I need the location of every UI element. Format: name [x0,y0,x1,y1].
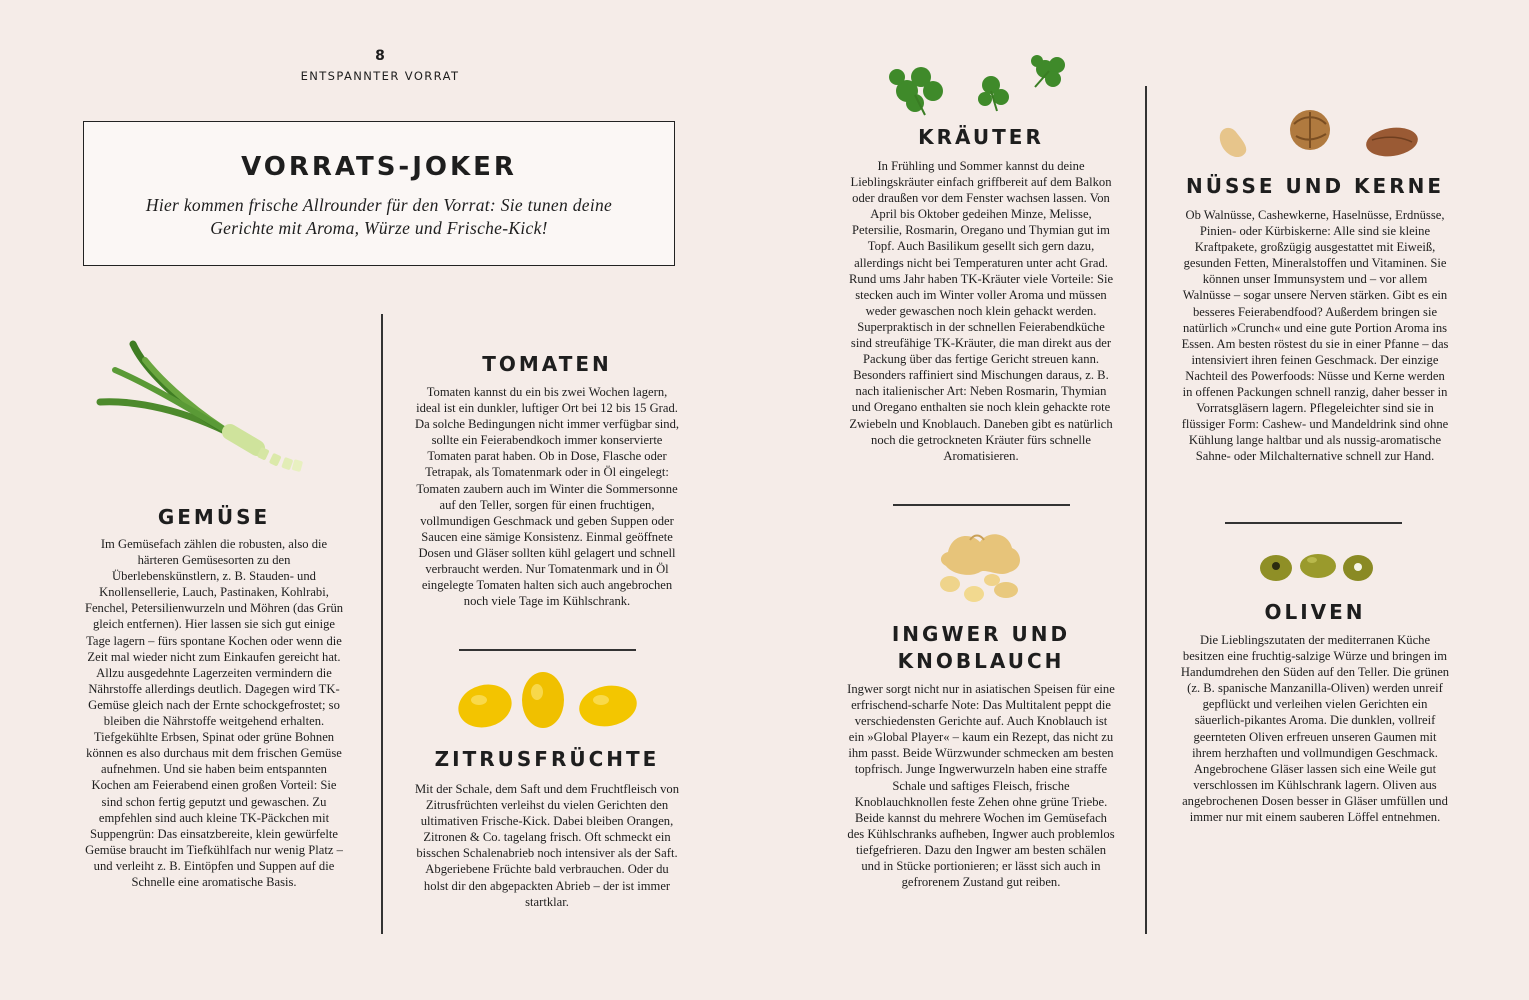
gemuese-title: GEMÜSE [157,505,271,529]
kraeuter-text: In Frühling und Sommer kannst du deine Lieblingskräuter einfach griffbereit auf dem Balkon oder draußen vor dem Fenster wachsen lassen. Von April bis Oktober gedeihen Minze, Melisse, Petersilie, Rosmarin, Oregano und Thymian gut im Topf. Auch Basilikum gesellt sich gern dazu, allerdings nicht bei Temperaturen unter acht Grad. Rund ums Jahr haben TK-Kräuter viele Vorteile: Sie stecken auch im Winter voller Aroma und müssen weder gewaschen noch klein gehackt werden. Superpraktisch in der schnellen Feierabendküche sind streufähige TK-Kräuter, die man direkt aus der Packung über das fertige Gericht streuen kann. Besonders raffiniert sind Mischungen daraus, z. B. nach italienischer Art: Neben Rosmarin, Thymian und Oregano enthalten sie noch klein gehackte rote Zwiebeln und Knoblauch. Daneben gibt es natürlich noch die getrockneten Kräuter fürs schnelle Aromatisieren. [848,159,1114,463]
intro-box [83,121,675,266]
section-gemuese [83,504,345,890]
section-kraeuter [847,124,1115,464]
zitrus-text: Mit der Schale, dem Saft und dem Fruchtfleisch von Zitrusfrüchten verleihst du vielen Gerichten den ultimativen Frische-Kick. Dabei bleiben Orangen, Zitronen & Co. tagelang frisch. Oft schmeckt ein bisschen Schalenabrieb noch intensiver als der Saft. Abgeriebene Früchte bald verbrauchen. Oder du holst dir den abgepackten Abrieb – der ist immer startklar. [414,782,680,909]
zitrus-title: ZITRUSFRÜCHTE [434,747,660,771]
column-divider-1 [381,314,383,934]
kraeuter-title: KRÄUTER [918,125,1044,149]
nuesse-text: Ob Walnüsse, Cashewkerne, Haselnüsse, Erdnüsse, Pinien- oder Kürbiskerne: Alle sind sie kleine Kraftpakete, großzügig ausgestattet mit Eiweiß, gesunden Fetten, Mineralstoffen und Vitaminen. Sie können unser Immunsystem und – vor allem Walnüsse – sogar unsere Nerven stärken. Gibt es ein besseres Feierabendfood? Außerdem bringen sie natürlich »Crunch« und eine gute Portion Aroma ins Essen. Am besten röstest du sie in einer Pfanne – das intensiviert ihren feinen Geschmack. Der einzige Nachteil des Powerfoods: Nüsse und Kerne werden in offenen Packungen schnell ranzig, daher besser in Vorratsgläsern lagern. Pflegeleichter sind sie in flüssiger Form: Cashew- und Mandeldrink sind ohne Kühlung lange haltbar und als nussig-aromatische Sahne- oder Milchalternative schnell zur Hand. [1181,208,1449,464]
ginger-garlic-illustration [930,528,1030,608]
intro-text: Hier kommen frische Allrounder für den Vorrat: Sie tunen deine Gerichte mit Aroma, Würze und Frische-Kick! [145,195,613,238]
section-tomaten [414,351,680,609]
ingwer-title-line1: INGWER UND [891,622,1071,646]
ingwer-title-line2: KNOBLAUCH [897,649,1065,673]
section-divider-tomaten [459,649,636,651]
nuesse-title: NÜSSE UND KERNE [1185,174,1445,198]
lemons-illustration [455,670,645,735]
section-nuesse [1180,173,1450,465]
section-zitrus [414,746,680,910]
intro-title: VORRATS-JOKER [241,152,517,182]
section-oliven [1180,599,1450,825]
section-divider-nuesse [1225,522,1402,524]
leek-illustration [95,340,315,480]
olives-illustration [1258,548,1378,588]
oliven-title: OLIVEN [1264,600,1366,624]
section-ingwer [847,621,1115,890]
chapter-title: ENTSPANNTER VORRAT [300,69,460,83]
column-divider-2 [1145,86,1147,934]
tomaten-text: Tomaten kannst du ein bis zwei Wochen lagern, ideal ist ein dunkler, luftiger Ort bei 12 bis 15 Grad. Da solche Bedingungen nicht immer verfügbar sind, sollte ein Feierabendkoch immer konservierte Tomaten parat haben. Ob in Dose, Flasche oder Tetrapak, als Tomatenmark oder in Öl eingelegt: Tomaten zaubern auch im Winter die Sommersonne auf den Teller, sorgen für einen fruchtigen, vollmundigen Geschmack und geben Suppen oder Saucen eine sämige Konsistenz. Einmal geöffnete Dosen und Gläser sollten kühl gelagert und schnell verbraucht werden. Nur Tomatenmark und in Öl eingelegte Tomaten halten sich auch angebrochen noch viele Tage im Kühlschrank. [414,385,680,609]
page-number: 8 [375,48,385,64]
ingwer-text: Ingwer sorgt nicht nur in asiatischen Speisen für eine erfrischend-scharfe Note: Das Multitalent peppt die verschiedensten Gerichte auf. Auch Knoblauch ist ein »Global Player« – kaum ein Rezept, das nicht zu ihm passt. Beide Würzwunder schmecken am besten topfrisch. Junge Ingwerwurzeln haben eine straffe Schale und saftiges Fleisch, frische Knoblauchknollen feste Zehen ohne grüne Triebe. Beide kannst du mehrere Wochen im Gemüsefach des Kühlschranks aufheben, Ingwer auch problemlos tiefgefrieren. Dazu den Ingwer am besten schälen und in Stücke portionieren; er lässt sich auch in gefrorenem Zustand gut reiben. [847,682,1115,890]
nuts-illustration [1212,110,1432,165]
section-divider-kraeuter [893,504,1070,506]
oliven-text: Die Lieblingszutaten der mediterranen Küche besitzen eine fruchtig-salzige Würze und bringen im Handumdrehen den Süden auf den Teller. Die grünen (z. B. spanische Manzanilla-Oliven) werden unreif gepflückt und verleihen vielen Gerichten ein säuerlich-pikantes Aroma. Die dunklen, vollreif geernteten Oliven erfreuen unseren Gaumen mit ihrem herzhaften und vollmundigen Geschmack. Angebrochene Gläser lassen sich eine Weile gut verschlossen im Kühlschrank lagern. Oliven aus angebrochenen Dosen besser in Gläser umfüllen und immer nur mit einem sauberen Löffel entnehmen. [1180,633,1450,825]
herbs-illustration [885,55,1085,117]
tomaten-title: TOMATEN [482,352,612,376]
gemuese-text: Im Gemüsefach zählen die robusten, also die härteren Gemüsesorten zu den Überlebenskünstlern, z. B. Stauden- und Knollensellerie, Lauch, Pastinaken, Kohlrabi, Fenchel, Petersilienwurzeln und Möhren (das Grün gleich entfernen). Hier lassen sie sich gut einige Tage lagern – fürs spontane Kochen oder wenn die Zeit mal wieder nicht zum Einkaufen gereicht hat. Allzu ausgedehnte Lagerzeiten vermindern die Nährstoffe allerdings deutlich. Dagegen wird TK-Gemüse gleich nach der Ernte schockgefrostet; so bleiben die Nährstoffe weitgehend erhalten. Tiefgekühlte Erbsen, Spinat oder grüne Bohnen können es also durchaus mit dem frischen Gemüse aufnehmen. Und sie haben beim entspannten Kochen am Feierabend einen großen Vorteil: Sie sind schon fertig geputzt und gewaschen. Zu empfehlen sind auch kleine TK-Päckchen mit Suppengrün: Das einsatzbereite, klein gewürfelte Gemüse braucht im Tiefkühlfach nur wenig Platz – und verleiht z. B. Eintöpfen und Suppen auf die Schnelle eine aromatische Basis. [84,537,344,889]
